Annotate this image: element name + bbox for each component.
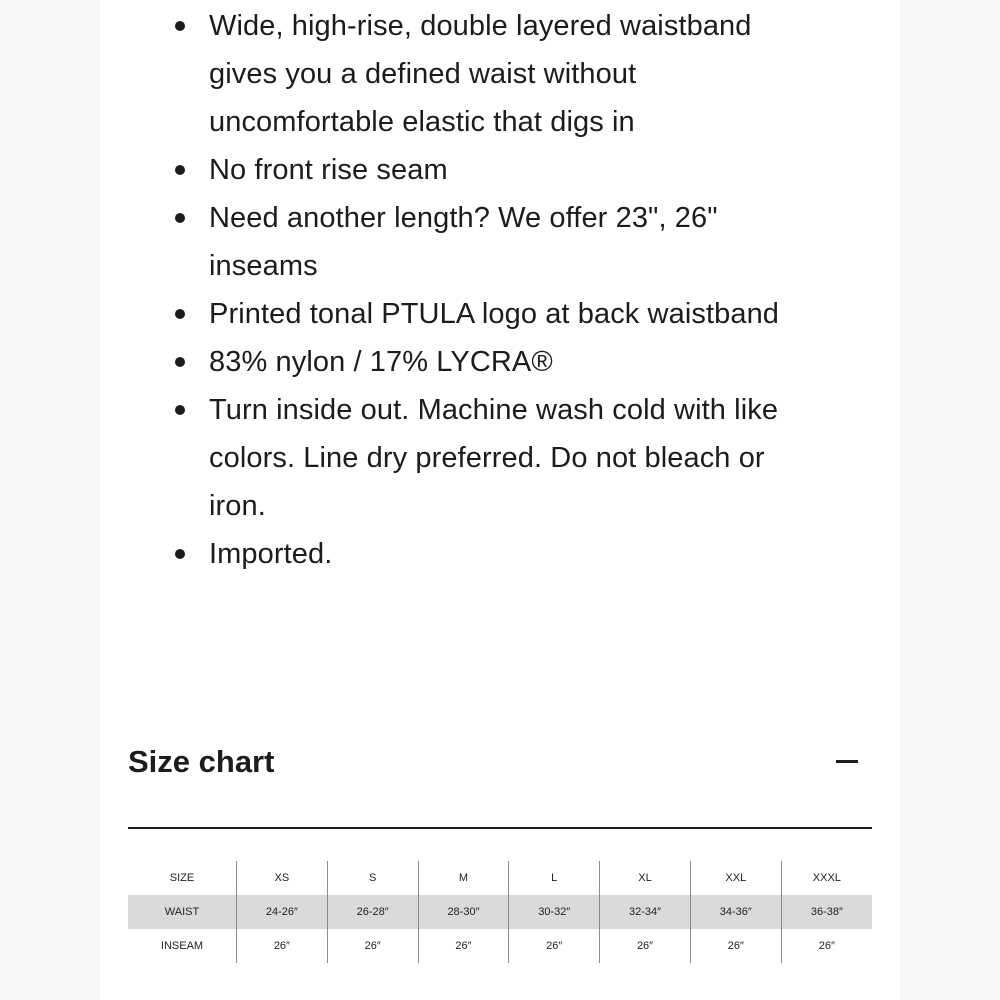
- size-chart-accordion-header[interactable]: [128, 740, 872, 784]
- feature-list: [170, 2, 810, 578]
- table-cell: 26″: [600, 929, 691, 963]
- collapse-toggle-button[interactable]: [832, 748, 864, 776]
- table-cell: XXL: [690, 861, 781, 895]
- table-cell: 32-34″: [600, 895, 691, 929]
- table-cell: XS: [237, 861, 328, 895]
- feature-text: Imported.: [209, 538, 333, 570]
- row-header: SIZE: [169, 872, 195, 884]
- feature-text: Printed tonal PTULA logo at back waistband: [209, 298, 780, 330]
- table-cell: S: [327, 861, 418, 895]
- table-cell: 36-38″: [781, 895, 872, 929]
- feature-item: [170, 530, 810, 578]
- table-cell: 24-26″: [237, 895, 328, 929]
- feature-item: [170, 386, 810, 530]
- table-cell: 26″: [237, 929, 328, 963]
- bullet-dot-icon: [175, 549, 185, 559]
- table-cell: 26″: [509, 929, 600, 963]
- bullet-dot-icon: [175, 165, 185, 175]
- waist-row: [128, 895, 872, 929]
- inseam-row: [128, 929, 872, 963]
- table-cell: XL: [600, 861, 691, 895]
- bullet-dot-icon: [175, 309, 185, 319]
- feature-item: [170, 194, 810, 290]
- table-cell: L: [509, 861, 600, 895]
- minus-icon: [836, 760, 858, 763]
- product-detail-panel: [100, 0, 900, 1000]
- table-cell: 30-32″: [509, 895, 600, 929]
- table-cell: XXXL: [781, 861, 872, 895]
- row-header: WAIST: [128, 895, 237, 929]
- table-cell: M: [418, 861, 509, 895]
- feature-item: [170, 338, 810, 386]
- feature-text: Wide, high-rise, double layered waistband gives you a defined waist without uncomfortable elastic that digs in: [209, 10, 752, 138]
- feature-item: [170, 2, 810, 146]
- size-row: [128, 861, 872, 895]
- row-header: INSEAM: [160, 940, 204, 952]
- size-chart-title: Size chart: [128, 744, 275, 779]
- feature-item: [170, 290, 810, 338]
- table-cell: 26″: [690, 929, 781, 963]
- size-chart-table: [128, 861, 872, 963]
- bullet-dot-icon: [175, 405, 185, 415]
- table-cell: 34-36″: [690, 895, 781, 929]
- table-cell: 26″: [418, 929, 509, 963]
- feature-text: 83% nylon / 17% LYCRA®: [209, 346, 553, 378]
- table-cell: 26-28″: [327, 895, 418, 929]
- bullet-dot-icon: [175, 357, 185, 367]
- table-cell: 28-30″: [418, 895, 509, 929]
- bullet-dot-icon: [175, 213, 185, 223]
- feature-item: [170, 146, 810, 194]
- divider: [128, 827, 872, 829]
- bullet-dot-icon: [175, 21, 185, 31]
- feature-text: Turn inside out. Machine wash cold with like colors. Line dry preferred. Do not bleach or iron.: [209, 394, 779, 522]
- table-cell: 26″: [781, 929, 872, 963]
- feature-text: No front rise seam: [209, 154, 448, 186]
- table-cell: 26″: [327, 929, 418, 963]
- feature-text: Need another length? We offer 23", 26" inseams: [209, 202, 718, 282]
